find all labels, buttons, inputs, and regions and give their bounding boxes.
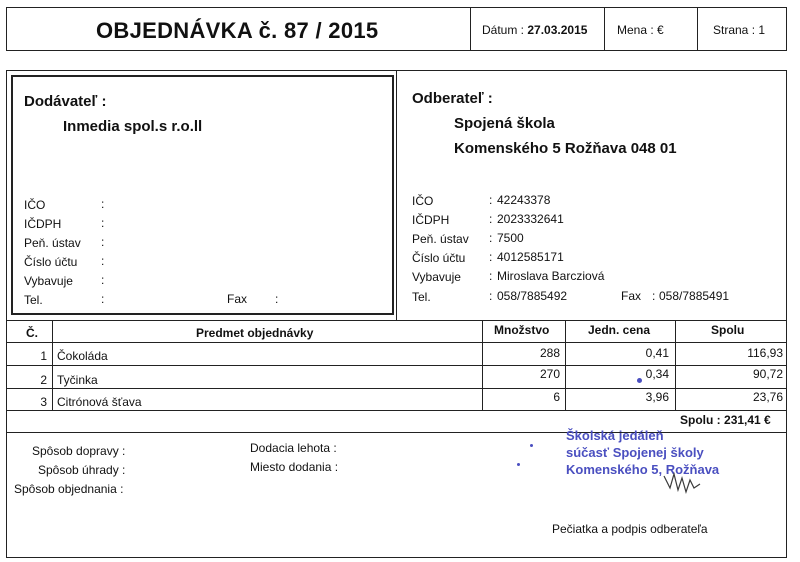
row-qty: 6 [553, 390, 560, 404]
customer-field-label: Číslo účtu [412, 251, 466, 265]
customer-field-label: IČO [412, 194, 434, 208]
grand-total-value: 231,41 € [724, 413, 771, 427]
stamp-mark-dot [530, 444, 533, 447]
row-total: 23,76 [752, 390, 783, 404]
customer-fax-value: 058/7885491 [659, 289, 730, 303]
currency-label: Mena : [617, 23, 654, 37]
delivery-place-label: Miesto dodania : [250, 460, 339, 474]
colon: : [101, 216, 105, 230]
colon: : [489, 250, 493, 264]
colon: : [489, 212, 493, 226]
colon: : [652, 289, 656, 303]
table-row-border [6, 388, 787, 389]
colon: : [489, 231, 493, 245]
date-label: Dátum : [482, 23, 525, 37]
row-unit-price: 0,41 [645, 346, 669, 360]
table-row-border [6, 365, 787, 366]
page-field [713, 23, 765, 37]
header-divider [470, 7, 471, 51]
column-header-qty: Množstvo [494, 323, 550, 337]
table-column-divider [482, 320, 483, 410]
colon: : [101, 273, 105, 287]
row-qty: 270 [539, 367, 560, 381]
date-value: 27.03.2015 [527, 23, 588, 37]
grand-total [680, 413, 771, 427]
stamp-text-line: Školská jedáleň [566, 428, 664, 443]
supplier-field-label: IČDPH [24, 217, 62, 231]
row-unit-price: 3,96 [645, 390, 669, 404]
customer-fax-label: Fax [621, 289, 642, 303]
currency-value: € [657, 23, 664, 37]
customer-heading: Odberateľ : [412, 90, 493, 107]
customer-bank-value: 7500 [497, 231, 524, 245]
supplier-field-label: Vybavuje [24, 274, 73, 288]
column-header-unit-price: Jedn. cena [588, 323, 651, 337]
row-no: 1 [40, 349, 47, 363]
colon: : [101, 197, 105, 211]
table-bottom-border [6, 432, 787, 433]
column-header-subject: Predmet objednávky [196, 326, 314, 340]
supplier-field-label: Peň. ústav [24, 236, 81, 250]
customer-field-label: Tel. [412, 290, 431, 304]
customer-phone-value: 058/7885492 [497, 289, 568, 303]
transport-label: Spôsob dopravy : [32, 444, 126, 458]
customer-address: Komenského 5 Rožňava 048 01 [454, 140, 677, 157]
header-divider [604, 7, 605, 51]
stamp-text-line: Komenského 5, Rožňava [566, 462, 720, 477]
colon: : [101, 292, 105, 306]
customer-icdph-value: 2023332641 [497, 212, 564, 226]
row-total: 90,72 [752, 367, 783, 381]
customer-field-label: Vybavuje [412, 270, 461, 284]
payment-label: Spôsob úhrady : [38, 463, 126, 477]
page-value: 1 [758, 23, 766, 37]
supplier-fax-label: Fax [227, 292, 248, 306]
grand-total-label: Spolu : [680, 413, 721, 427]
stamp-mark-dot [517, 463, 520, 466]
table-column-divider [52, 320, 53, 410]
customer-ico-value: 42243378 [497, 193, 551, 207]
table-row-border [6, 410, 787, 411]
customer-field-label: Peň. ústav [412, 232, 469, 246]
table-header-border [6, 342, 787, 343]
column-header-total: Spolu [711, 323, 745, 337]
column-header-no: Č. [26, 326, 38, 340]
colon: : [101, 254, 105, 268]
supplier-name: Inmedia spol.s r.o.ll [63, 118, 203, 135]
table-column-divider [675, 320, 676, 410]
order-method-label: Spôsob objednania : [14, 482, 124, 496]
colon: : [489, 289, 493, 303]
row-qty: 288 [539, 346, 560, 360]
pen-mark-dot [637, 378, 642, 383]
row-no: 2 [40, 373, 47, 387]
customer-contact-value: Miroslava Barcziová [497, 269, 605, 283]
currency-field [617, 23, 664, 37]
colon: : [489, 193, 493, 207]
row-item-name: Citrónová šťava [57, 395, 142, 409]
row-item-name: Čokoláda [57, 349, 108, 363]
supplier-field-label: IČO [24, 198, 46, 212]
page-label: Strana : [713, 23, 756, 37]
row-no: 3 [40, 395, 47, 409]
row-unit-price: 0,34 [645, 367, 669, 381]
table-column-divider [565, 320, 566, 410]
colon: : [275, 292, 279, 306]
signature-label: Pečiatka a podpis odberateľa [552, 522, 708, 536]
customer-field-label: IČDPH [412, 213, 450, 227]
parties-divider [396, 70, 397, 320]
date-field [482, 23, 587, 37]
document-title: OBJEDNÁVKA č. 87 / 2015 [96, 18, 379, 43]
delivery-term-label: Dodacia lehota : [250, 441, 337, 455]
supplier-field-label: Tel. [24, 293, 43, 307]
signature-scribble [660, 468, 704, 496]
row-item-name: Tyčinka [57, 373, 98, 387]
colon: : [489, 269, 493, 283]
colon: : [101, 235, 105, 249]
customer-name: Spojená škola [454, 115, 555, 132]
table-top-border [6, 320, 787, 321]
header-divider [697, 7, 698, 51]
row-total: 116,93 [747, 346, 783, 360]
customer-account-value: 4012585171 [497, 250, 564, 264]
supplier-heading: Dodávateľ : [24, 93, 107, 110]
stamp-text-line: súčasť Spojenej školy [566, 445, 704, 460]
supplier-field-label: Číslo účtu [24, 255, 78, 269]
